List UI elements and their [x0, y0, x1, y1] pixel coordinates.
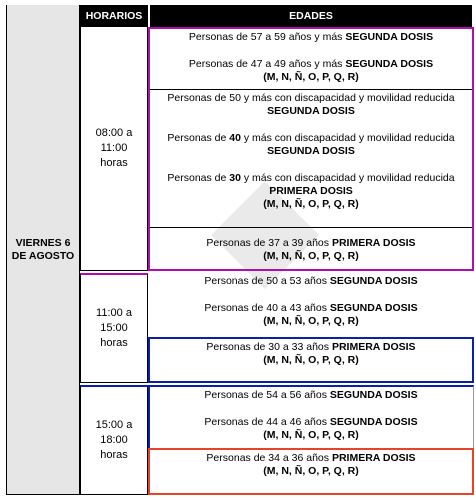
entry-row: Personas de 30 a 33 años PRIMERA DOSIS (M, N, Ñ, O, P, Q, R): [206, 341, 416, 366]
time-unit: horas: [100, 337, 128, 349]
time-unit: horas: [100, 449, 128, 461]
entry-row: Personas de 54 a 56 años SEGUNDA DOSIS Personas de 44 a 46 años SEGUNDA DOSIS (M, N, Ñ, O, P, Q, R): [204, 389, 418, 441]
entry-row: Personas de 37 a 39 años PRIMERA DOSIS (M, N, Ñ, O, P, Q, R): [150, 227, 472, 271]
time-slot-1: [80, 27, 148, 271]
time-start: 15:00 a: [95, 419, 133, 431]
day-cell: [6, 5, 80, 495]
time-start: 11:00 a: [96, 307, 132, 319]
time-end: 15:00: [100, 322, 128, 334]
entry-row: Personas de 34 a 36 años PRIMERA DOSIS (M, N, Ñ, O, P, Q, R): [206, 452, 416, 477]
day-line1: VIERNES 6: [15, 236, 71, 249]
time-end: 18:00: [100, 434, 128, 446]
entry-row: Personas de 57 a 59 años y más SEGUNDA DOSIS Personas de 47 a 49 años y más SEGUNDA DOSIS (M, N, Ñ, O, P, Q, R): [188, 31, 434, 83]
day-line2: DE AGOSTO: [11, 249, 75, 262]
time-slot-2: [80, 273, 148, 383]
time-start: 08:00 a: [95, 127, 133, 139]
entry-row: Personas de 50 y más con discapacidad y movilidad reducida SEGUNDA DOSIS Personas de 40 y más con discapacidad y movilidad reducida SEGUNDA DOSIS Personas de 30 y más con discapacidad y movilidad reducida PRIMERA DOSIS (M, N, Ñ, O, P, Q, R): [150, 89, 472, 227]
time-slot-3: [80, 385, 148, 495]
entry-row: Personas de 50 a 53 años SEGUNDA DOSIS Personas de 40 a 43 años SEGUNDA DOSIS (M, N, Ñ, O, P, Q, R): [204, 275, 418, 327]
header-horarios: HORARIOS: [80, 5, 148, 27]
time-unit: horas: [100, 157, 128, 169]
header-edades: EDADES: [150, 5, 472, 27]
time-end: 11:00: [100, 142, 128, 154]
